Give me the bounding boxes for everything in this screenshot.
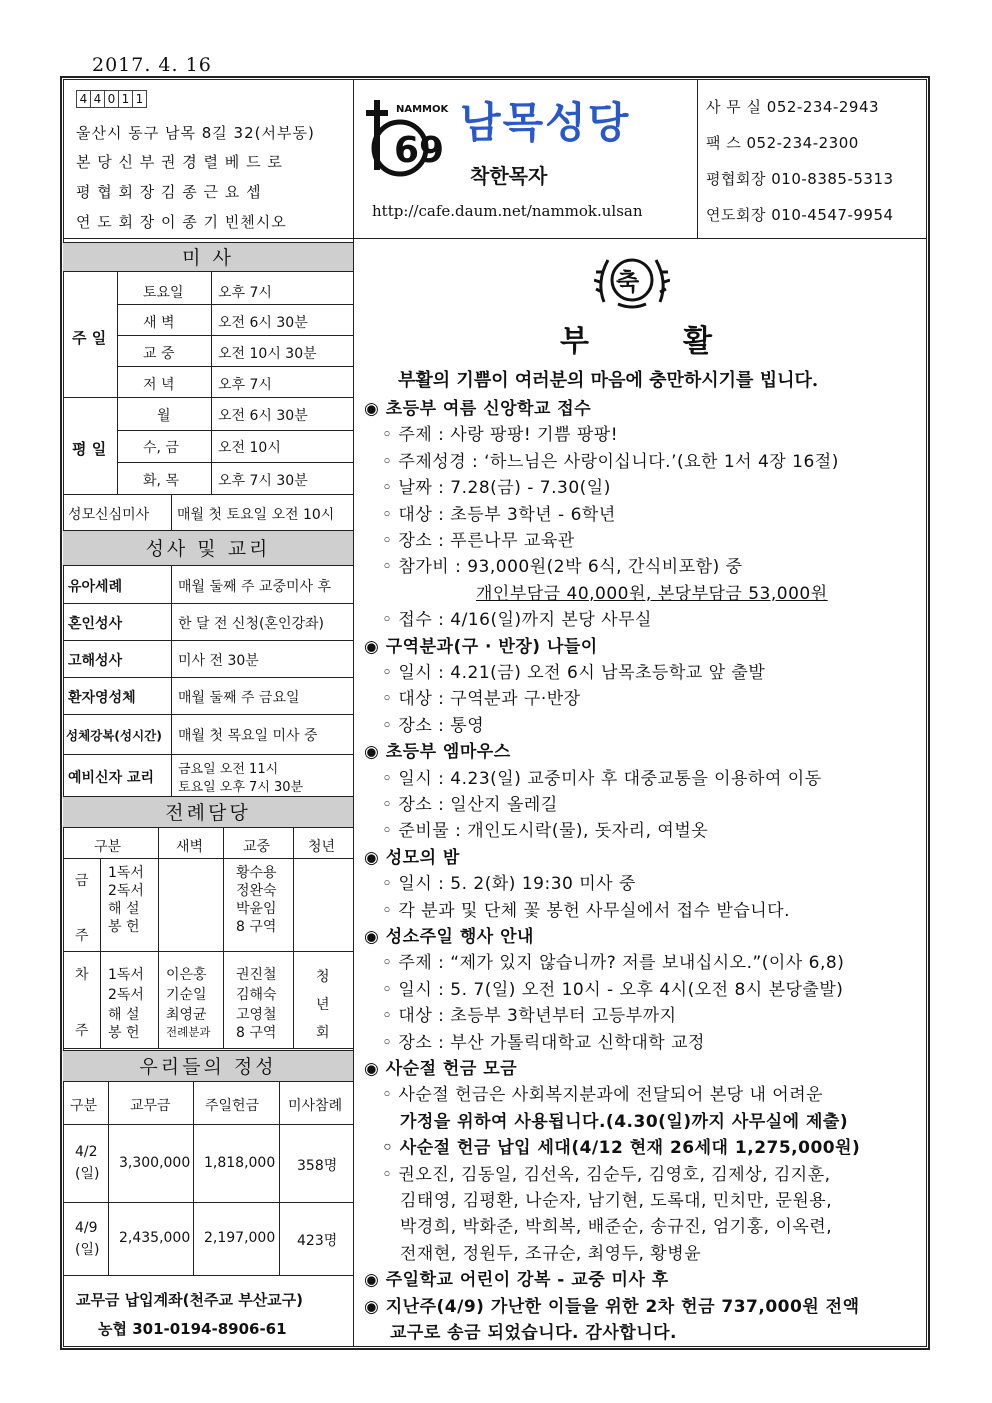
column-divider — [353, 79, 354, 1347]
assignee: 8 구역 — [236, 919, 277, 935]
news-line: ◦ 주제성경 : ‘하느님은 사랑이십니다.’(요한 1서 4장 16절) — [382, 451, 839, 472]
news-line: ◦ 참가비 : 93,000원(2박 6식, 간식비포함) 중 — [382, 557, 743, 578]
contact-council: 평협회장 010-8385-5313 — [706, 170, 894, 188]
news-line: 전재현, 정원두, 조규순, 최영두, 황병윤 — [400, 1243, 702, 1264]
news-heading: ◉ 성모의 밤 — [364, 847, 460, 868]
assignee: 황수용 — [236, 865, 277, 881]
issue-date: 2017. 4. 16 — [92, 54, 212, 76]
mass-day: 저 녁 — [143, 377, 175, 393]
news-heading: ◉ 초등부 엠마우스 — [364, 742, 511, 763]
grid-line — [117, 462, 353, 463]
assignee: 이은홍 — [166, 967, 207, 983]
account-title: 교무금 납입계좌(천주교 부산교구) — [76, 1291, 304, 1309]
grid-line — [117, 272, 118, 494]
mass-day: 토요일 — [143, 285, 184, 301]
catechumen-time: 금요일 오전 11시 — [178, 762, 279, 777]
grid-line — [193, 1082, 194, 1275]
youth-label: 회 — [316, 1025, 330, 1041]
mass-section-title: 미 사 — [63, 242, 353, 272]
role: 해 설 — [108, 1007, 140, 1023]
week-label: 주 — [75, 1023, 89, 1039]
grid-line — [223, 828, 224, 1048]
assignee: 정완숙 — [236, 883, 277, 899]
news-line: ◦ 대상 : 초등부 3학년 - 6학년 — [382, 504, 616, 525]
grid-line — [63, 494, 353, 495]
special-mass-value: 매월 첫 토요일 오전 10시 — [177, 507, 335, 523]
parish-motto: 착한목자 — [470, 164, 548, 188]
catechumen-time: 토요일 오후 7시 30분 — [178, 780, 304, 795]
grid-line — [117, 304, 353, 305]
mass-time: 오후 7시 — [218, 377, 272, 393]
offering-header: 구분 — [70, 1098, 98, 1114]
headline-subtitle: 부활의 기쁨이 여러분의 마음에 충만하시기를 빕니다. — [398, 370, 819, 391]
offering-date: 4/2 — [75, 1144, 98, 1160]
grid-line — [63, 397, 353, 398]
offering-header: 교무금 — [130, 1098, 171, 1114]
offering-sunday: 2,197,000 — [204, 1230, 276, 1246]
news-line: ◦ 날짜 : 7.28(금) - 7.30(일) — [382, 478, 611, 499]
news-heading: ◉ 초등부 여름 신앙학교 접수 — [364, 399, 592, 419]
grid-line — [63, 603, 353, 604]
contact-prayer-society: 연도회장 010-4547-9954 — [706, 206, 894, 224]
offering-sunday: 1,818,000 — [204, 1155, 276, 1171]
special-mass-label: 성모신심미사 — [68, 507, 150, 523]
weekday-label: 평 일 — [72, 440, 107, 458]
grid-line — [171, 566, 172, 796]
mass-day: 새 벽 — [143, 315, 175, 331]
svg-text:69: 69 — [394, 130, 445, 171]
offering-dues: 2,435,000 — [119, 1230, 191, 1246]
celebration-badge-text: 축 — [616, 268, 640, 296]
mass-day: 수, 금 — [143, 440, 179, 456]
liturgy-header: 청년 — [308, 839, 336, 855]
grid-line — [63, 1048, 353, 1049]
sacrament-value: 매월 둘째 주 금요일 — [178, 690, 300, 706]
news-line: ◦ 준비물 : 개인도시락(물), 돗자리, 여벌옷 — [382, 821, 709, 842]
grid-line — [117, 366, 353, 367]
news-line: 개인부담금 40,000원, 본당부담금 53,000원 — [476, 583, 828, 604]
role: 1독서 — [108, 865, 144, 881]
news-line: ◦ 장소 : 푸른나무 교육관 — [382, 531, 575, 551]
sacrament-value: 매월 첫 목요일 미사 중 — [178, 728, 318, 744]
assignee: 권진철 — [236, 967, 277, 983]
grid-line — [63, 640, 353, 641]
grid-line — [171, 494, 172, 530]
header-divider — [63, 238, 927, 239]
grid-line — [293, 828, 294, 1048]
church-address: 울산시 동구 남목 8길 32(서부동) — [76, 124, 315, 142]
grid-line — [63, 951, 353, 952]
news-line: ◦ 장소 : 일산지 올레길 — [382, 795, 558, 815]
grid-line — [117, 430, 353, 431]
news-line: ◦ 일시 : 5. 7(일) 오전 10시 - 오후 4시(오전 8시 본당출발) — [382, 979, 844, 1000]
week-label: 금 — [75, 873, 89, 889]
contact-office: 사 무 실 052-234-2943 — [706, 98, 880, 116]
mass-time: 오후 7시 30분 — [218, 473, 308, 489]
news-heading: ◉ 사순절 헌금 모금 — [364, 1059, 518, 1079]
sacrament-name: 환자영성체 — [68, 690, 136, 706]
role: 해 설 — [108, 901, 140, 917]
role: 봉 헌 — [108, 1025, 140, 1041]
account-number: 농협 301-0194-8906-61 — [98, 1320, 287, 1338]
news-line: ◦ 대상 : 구역분과 구·반장 — [382, 689, 581, 710]
grid-line — [117, 335, 353, 336]
news-line: ◦ 일시 : 4.23(일) 교중미사 후 대중교통을 이용하여 이동 — [382, 768, 822, 789]
grid-line — [63, 754, 353, 755]
offerings-section-title: 우리들의 정성 — [63, 1050, 353, 1082]
news-line: ◦ 장소 : 부산 가톨릭대학교 신학대학 교정 — [382, 1032, 705, 1053]
news-line: ◦ 일시 : 4.21(금) 오전 6시 남목초등학교 앞 출발 — [382, 663, 766, 683]
news-line: ◦ 대상 : 초등부 3학년부터 고등부까지 — [382, 1006, 677, 1027]
news-line: ◦ 각 분과 및 단체 꽃 봉헌 사무실에서 접수 받습니다. — [382, 900, 791, 921]
news-line: ◦ 일시 : 5. 2(화) 19:30 미사 중 — [382, 874, 636, 895]
parish-url[interactable]: http://cafe.daum.net/nammok.ulsan — [372, 202, 643, 220]
grid-line — [100, 858, 101, 1048]
mass-time: 오후 7시 — [218, 285, 272, 301]
mass-time: 오전 6시 30분 — [218, 408, 308, 424]
grid-line — [63, 1124, 353, 1125]
grid-line — [158, 828, 159, 1048]
grid-line — [63, 1275, 353, 1276]
news-heading: ◉ 구역분과(구 · 반장) 나들이 — [364, 636, 598, 657]
council-line: 평 협 회 장 김 종 근 요 셉 — [76, 183, 262, 201]
assignee: 전례분과 — [166, 1025, 211, 1039]
mass-time: 오전 10시 — [218, 440, 281, 456]
assignee: 박윤임 — [236, 901, 277, 917]
postal-code: 4 4 0 1 1 — [76, 90, 147, 108]
offering-attendance: 358명 — [297, 1158, 338, 1174]
week-label: 주 — [75, 928, 89, 944]
news-heading: ◉ 성소주일 행사 안내 — [364, 927, 534, 947]
mass-day: 월 — [157, 408, 171, 424]
liturgy-header: 구분 — [94, 839, 122, 855]
news-heading: ◉ 지난주(4/9) 가난한 이들을 위한 2차 헌금 737,000원 전액 — [364, 1296, 860, 1317]
headline: 부 활 — [560, 324, 712, 359]
assignee: 김해숙 — [236, 987, 277, 1003]
contact-fax: 팩 스 052-234-2300 — [706, 134, 859, 152]
week-label: 차 — [75, 967, 89, 983]
sacrament-name: 혼인성사 — [68, 616, 123, 632]
news-heading: 교구로 송금 되었습니다. 감사합니다. — [390, 1323, 678, 1343]
liturgy-header: 새벽 — [176, 839, 204, 855]
role: 봉 헌 — [108, 919, 140, 935]
contact-divider — [697, 79, 698, 238]
assignee: 8 구역 — [236, 1025, 277, 1041]
news-line: ◦ 주제 : “제가 있지 않습니까? 저를 보내십시오.”(이사 6,8) — [382, 953, 845, 974]
sacrament-value: 매월 둘째 주 교중미사 후 — [178, 579, 332, 595]
liturgy-section-title: 전례담당 — [63, 796, 353, 828]
mass-day: 화, 목 — [143, 473, 179, 489]
role: 1독서 — [108, 967, 144, 983]
assignee: 고영철 — [236, 1007, 277, 1023]
news-line: ◦ 사순절 헌금 납입 세대(4/12 현재 26세대 1,275,000원) — [382, 1138, 861, 1159]
grid-line — [211, 272, 212, 494]
mass-time: 오전 6시 30분 — [218, 315, 308, 331]
offering-date: (일) — [75, 1242, 100, 1258]
news-line: 박경희, 박화준, 박희복, 배준순, 송규진, 엄기홍, 이옥련, — [400, 1217, 833, 1238]
assignee: 기순일 — [166, 987, 207, 1003]
news-line: ◦ 장소 : 통영 — [382, 715, 485, 736]
grid-line — [63, 858, 353, 859]
sacrament-name: 유아세례 — [68, 579, 123, 595]
grid-line — [63, 677, 353, 678]
news-line: ◦ 권오진, 김동일, 김선옥, 김순두, 김영호, 김제상, 김지훈, — [382, 1164, 831, 1185]
mass-time: 오전 10시 30분 — [218, 346, 317, 362]
liturgy-header: 교중 — [243, 839, 271, 855]
catechumen-label: 예비신자 교리 — [68, 770, 155, 786]
news-line: ◦ 사순절 헌금은 사회복지분과에 전달되어 본당 내 어려운 — [382, 1085, 824, 1106]
parish-name: 남목성당 — [460, 98, 631, 147]
news-line: 김태영, 김평환, 나순자, 남기현, 도록대, 민치만, 문원용, — [400, 1191, 833, 1211]
offering-header: 주일헌금 — [205, 1098, 260, 1114]
prayer-society-line: 연 도 회 장 이 종 기 빈첸시오 — [76, 213, 287, 231]
mass-day: 교 중 — [143, 346, 175, 362]
youth-label: 년 — [316, 997, 330, 1013]
role: 2독서 — [108, 883, 144, 899]
parish-logo-icon — [364, 96, 456, 182]
news-line: ◦ 접수 : 4/16(일)까지 본당 사무실 — [382, 610, 652, 631]
grid-line — [63, 714, 353, 715]
news-heading: ◉ 주일학교 어린이 강복 - 교중 미사 후 — [364, 1270, 669, 1291]
grid-line — [108, 1082, 109, 1275]
sacrament-value: 한 달 전 신청(혼인강좌) — [178, 616, 324, 632]
offering-dues: 3,300,000 — [119, 1155, 191, 1171]
grid-line — [63, 1202, 353, 1203]
sunday-label: 주 일 — [72, 329, 107, 347]
grid-line — [279, 1082, 280, 1275]
assignee: 최영균 — [166, 1007, 207, 1023]
youth-label: 청 — [316, 969, 330, 985]
offering-header: 미사참례 — [288, 1098, 343, 1114]
svg-text:NAMMOK: NAMMOK — [396, 104, 449, 115]
offering-date: (일) — [75, 1166, 100, 1182]
news-line: ◦ 주제 : 사랑 팡팡! 기쁨 팡팡! — [382, 425, 619, 446]
offering-date: 4/9 — [75, 1220, 98, 1236]
sacrament-value: 미사 전 30분 — [178, 653, 259, 669]
sacrament-name: 성체강복(성시간) — [66, 728, 162, 743]
offering-attendance: 423명 — [297, 1233, 338, 1249]
pastor-line: 본 당 신 부 권 경 렬 베 드 로 — [76, 153, 283, 171]
sacraments-section-title: 성사 및 교리 — [63, 530, 353, 566]
role: 2독서 — [108, 987, 144, 1003]
news-line: 가정을 위하여 사용됩니다.(4.30(일)까지 사무실에 제출) — [400, 1111, 849, 1132]
sacrament-name: 고해성사 — [68, 653, 123, 669]
